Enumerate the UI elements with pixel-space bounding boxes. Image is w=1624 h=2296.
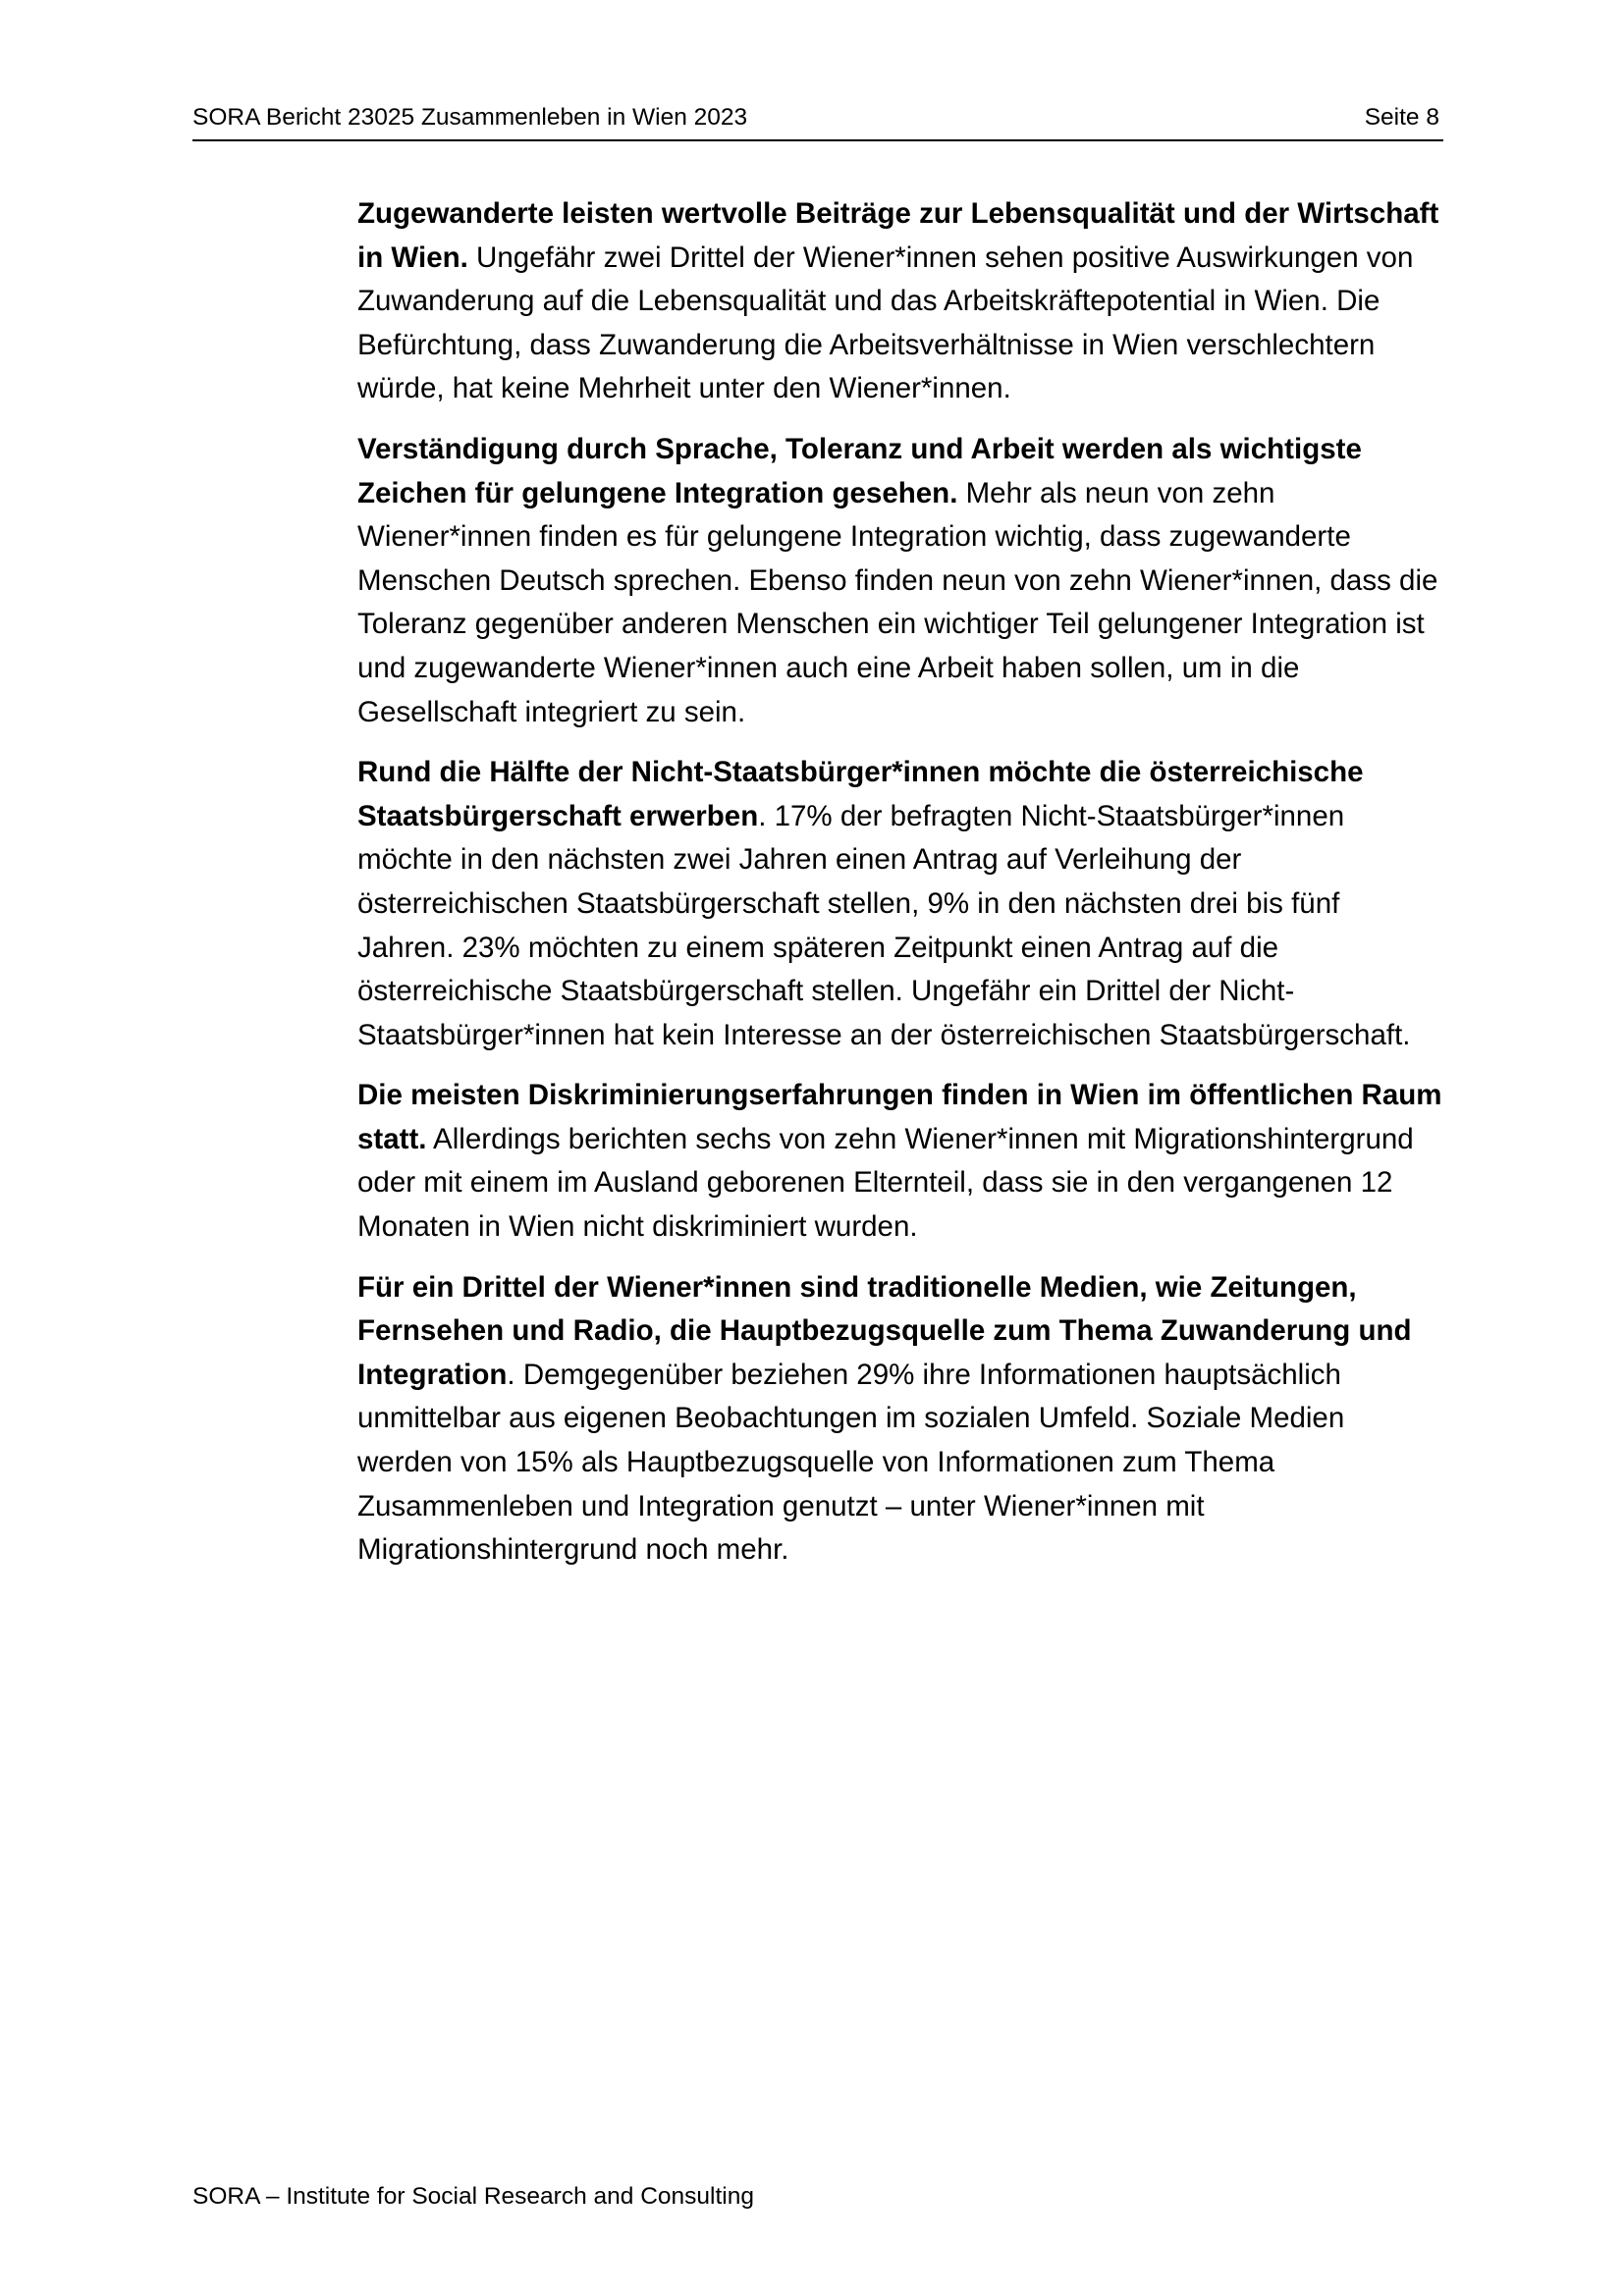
paragraph-media-sources bbox=[357, 1266, 1443, 1573]
paragraph-integration-signs bbox=[357, 428, 1443, 734]
main-content bbox=[357, 192, 1443, 1589]
paragraph-body: Ungefähr zwei Drittel der Wiener*innen sehen positive Auswirkungen von Zuwanderung auf die Lebensqualität und das Arbeitskräftepotential in Wien. Die Befürchtung, dass Zuwanderung die Arbeitsverhältnisse in Wien verschlechtern würde, hat keine Mehrheit unter den Wiener*innen. bbox=[357, 240, 1414, 405]
paragraph-lead: Zugewanderte leisten wertvolle Beiträge zur Lebensqualität und der Wirtschaft in Wien. bbox=[357, 197, 1439, 274]
paragraph-lead: Für ein Drittel der Wiener*innen sind traditionelle Medien, wie Zeitungen, Fernsehen und Radio, die Hauptbezugsquelle zum Thema Zuwanderung und Integration bbox=[357, 1270, 1412, 1391]
paragraph-body: . Demgegenüber beziehen 29% ihre Informationen hauptsächlich unmittelbar aus eigenen Beobachtungen im sozialen Umfeld. Soziale Medien werden von 15% als Hauptbezugsquelle von Informationen zum Thema Zusammenleben und Integration genutzt – unter Wiener*innen mit Migrationshintergrund noch mehr. bbox=[357, 1358, 1345, 1567]
paragraph-lead: Die meisten Diskriminierungserfahrungen finden in Wien im öffentlichen Raum statt. bbox=[357, 1079, 1442, 1155]
paragraph-body: . 17% der befragten Nicht-Staatsbürger*innen möchte in den nächsten zwei Jahren einen Antrag auf Verleihung der österreichischen Staatsbürgerschaft stellen, 9% in den nächsten drei bis fünf Jahren. 23% möchten zu einem späteren Zeitpunkt einen Antrag auf die österreichische Staatsbürgerschaft stellen. Ungefähr ein Drittel der Nicht-Staatsbürger*innen hat kein Interesse an der österreichischen Staatsbürgerschaft. bbox=[357, 799, 1411, 1051]
page-number: Seite 8 bbox=[1364, 104, 1439, 131]
paragraph-lead: Rund die Hälfte der Nicht-Staatsbürger*innen möchte die österreichische Staatsbürgerschaft erwerben bbox=[357, 756, 1364, 832]
page-footer: SORA – Institute for Social Research and Consulting bbox=[192, 2183, 754, 2210]
page-header bbox=[192, 100, 1443, 141]
paragraph-citizenship bbox=[357, 751, 1443, 1057]
report-title: SORA Bericht 23025 Zusammenleben in Wien 2023 bbox=[192, 104, 748, 131]
paragraph-body: Mehr als neun von zehn Wiener*innen finden es für gelungene Integration wichtig, dass zugewanderte Menschen Deutsch sprechen. Ebenso finden neun von zehn Wiener*innen, dass die Toleranz gegenüber anderen Menschen ein wichtiger Teil gelungener Integration ist und zugewanderte Wiener*innen auch eine Arbeit haben sollen, um in die Gesellschaft integriert zu sein. bbox=[357, 476, 1438, 728]
paragraph-immigration-contributions bbox=[357, 192, 1443, 411]
paragraph-lead: Verständigung durch Sprache, Toleranz und Arbeit werden als wichtigste Zeichen für gelungene Integration gesehen. bbox=[357, 432, 1362, 509]
paragraph-discrimination bbox=[357, 1074, 1443, 1249]
paragraph-body: Allerdings berichten sechs von zehn Wiener*innen mit Migrationshintergrund oder mit einem im Ausland geborenen Elternteil, dass sie in den vergangenen 12 Monaten in Wien nicht diskriminiert wurden. bbox=[357, 1122, 1414, 1244]
